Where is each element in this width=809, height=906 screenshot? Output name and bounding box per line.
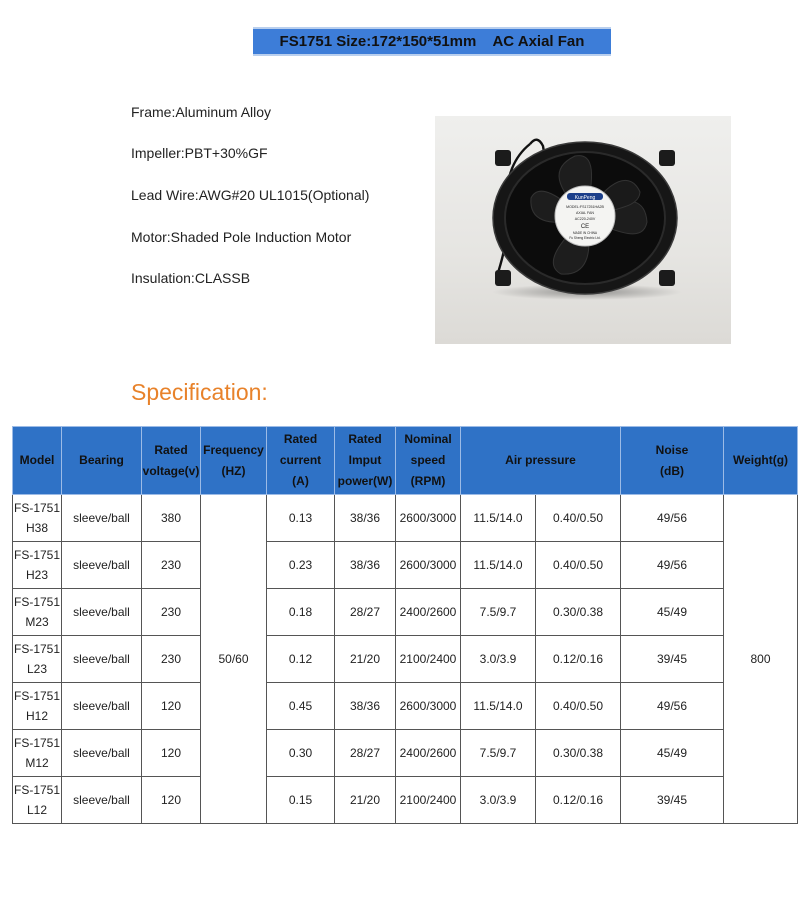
table-row [13, 636, 798, 683]
cell-air-pressure-2: 0.12/0.16 [536, 777, 621, 824]
table-row [13, 589, 798, 636]
table-row [13, 542, 798, 589]
label-ce: CE [580, 224, 590, 230]
header-weight: Weight(g) [724, 427, 798, 495]
cell-air-pressure-1: 11.5/14.0 [461, 495, 536, 542]
cell-current: 0.23 [267, 542, 335, 589]
cell-noise: 45/49 [621, 730, 724, 777]
cell-weight: 800 [724, 495, 798, 824]
page-title: FS1751 Size:172*150*51mm AC Axial Fan [253, 27, 611, 56]
cell-model: FS-1751 H38 [13, 495, 62, 542]
table-row [13, 730, 798, 777]
property-frame: Frame:Aluminum Alloy [131, 104, 272, 120]
cell-voltage: 230 [142, 542, 201, 589]
table-row [13, 495, 798, 542]
label-company: Fu Sheng Electric Ltd. [569, 236, 601, 240]
header-air-pressure: Air pressure [461, 427, 621, 495]
cell-speed: 2100/2400 [396, 777, 461, 824]
cell-voltage: 230 [142, 636, 201, 683]
header-speed: Nominal speed (RPM) [396, 427, 461, 495]
cell-bearing: sleeve/ball [62, 730, 142, 777]
cell-air-pressure-2: 0.12/0.16 [536, 636, 621, 683]
cell-current: 0.18 [267, 589, 335, 636]
cell-air-pressure-1: 11.5/14.0 [461, 542, 536, 589]
cell-noise: 49/56 [621, 542, 724, 589]
cell-power: 21/20 [335, 636, 396, 683]
header-power: Rated Imput power(W) [335, 427, 396, 495]
cell-current: 0.30 [267, 730, 335, 777]
cell-air-pressure-1: 11.5/14.0 [461, 683, 536, 730]
cell-bearing: sleeve/ball [62, 777, 142, 824]
cell-speed: 2600/3000 [396, 683, 461, 730]
cell-air-pressure-2: 0.30/0.38 [536, 589, 621, 636]
cell-voltage: 230 [142, 589, 201, 636]
cell-voltage: 120 [142, 777, 201, 824]
cell-air-pressure-1: 7.5/9.7 [461, 589, 536, 636]
cell-bearing: sleeve/ball [62, 683, 142, 730]
cell-current: 0.15 [267, 777, 335, 824]
header-noise: Noise (dB) [621, 427, 724, 495]
cell-model: FS-1751 L12 [13, 777, 62, 824]
cell-power: 38/36 [335, 683, 396, 730]
cell-air-pressure-2: 0.40/0.50 [536, 542, 621, 589]
specification-heading: Specification: [131, 379, 268, 405]
cell-model: FS-1751 H12 [13, 683, 62, 730]
cell-noise: 49/56 [621, 683, 724, 730]
cell-model: FS-1751 L23 [13, 636, 62, 683]
cell-bearing: sleeve/ball [62, 542, 142, 589]
cell-frequency: 50/60 [201, 495, 267, 824]
cell-power: 28/27 [335, 589, 396, 636]
cell-speed: 2600/3000 [396, 495, 461, 542]
property-lead-wire: Lead Wire:AWG#20 UL1015(Optional) [131, 187, 370, 203]
cell-model: FS-1751 M12 [13, 730, 62, 777]
header-voltage: Rated voltage(v) [142, 427, 201, 495]
cell-model: FS-1751 H23 [13, 542, 62, 589]
cell-air-pressure-1: 7.5/9.7 [461, 730, 536, 777]
cell-noise: 39/45 [621, 777, 724, 824]
cell-noise: 45/49 [621, 589, 724, 636]
label-voltage: AC220-240V [574, 217, 596, 221]
cell-air-pressure-1: 3.0/3.9 [461, 636, 536, 683]
cell-current: 0.45 [267, 683, 335, 730]
hub-label [555, 186, 615, 246]
cell-power: 38/36 [335, 495, 396, 542]
cell-model: FS-1751 M23 [13, 589, 62, 636]
specification-table [12, 426, 798, 824]
cell-bearing: sleeve/ball [62, 636, 142, 683]
header-bearing: Bearing [62, 427, 142, 495]
property-motor: Motor:Shaded Pole Induction Motor [131, 229, 352, 245]
fan-illustration [435, 116, 731, 344]
cell-power: 21/20 [335, 777, 396, 824]
cell-noise: 39/45 [621, 636, 724, 683]
header-frequency: Frequency (HZ) [201, 427, 267, 495]
cell-speed: 2400/2600 [396, 589, 461, 636]
cell-noise: 49/56 [621, 495, 724, 542]
label-type: AXIAL FAN [575, 211, 595, 215]
product-photo [435, 116, 731, 344]
cell-air-pressure-2: 0.40/0.50 [536, 683, 621, 730]
header-model: Model [13, 427, 62, 495]
cell-air-pressure-1: 3.0/3.9 [461, 777, 536, 824]
cell-voltage: 380 [142, 495, 201, 542]
cell-power: 28/27 [335, 730, 396, 777]
header-current: Rated current (A) [267, 427, 335, 495]
cell-voltage: 120 [142, 683, 201, 730]
property-insulation: Insulation:CLASSB [131, 270, 251, 286]
cell-voltage: 120 [142, 730, 201, 777]
property-impeller: Impeller:PBT+30%GF [131, 145, 268, 161]
cell-air-pressure-2: 0.40/0.50 [536, 495, 621, 542]
cell-speed: 2600/3000 [396, 542, 461, 589]
label-model: MODEL:FS17251HA2B [566, 205, 604, 209]
label-made: MADE IN CHINA [572, 231, 598, 235]
cell-current: 0.12 [267, 636, 335, 683]
table-header-row [13, 427, 798, 495]
cell-bearing: sleeve/ball [62, 589, 142, 636]
cell-bearing: sleeve/ball [62, 495, 142, 542]
table-row [13, 777, 798, 824]
table-row [13, 683, 798, 730]
cell-power: 38/36 [335, 542, 396, 589]
cell-air-pressure-2: 0.30/0.38 [536, 730, 621, 777]
cell-speed: 2100/2400 [396, 636, 461, 683]
cell-current: 0.13 [267, 495, 335, 542]
label-brand: KunPeng [574, 195, 596, 201]
cell-speed: 2400/2600 [396, 730, 461, 777]
